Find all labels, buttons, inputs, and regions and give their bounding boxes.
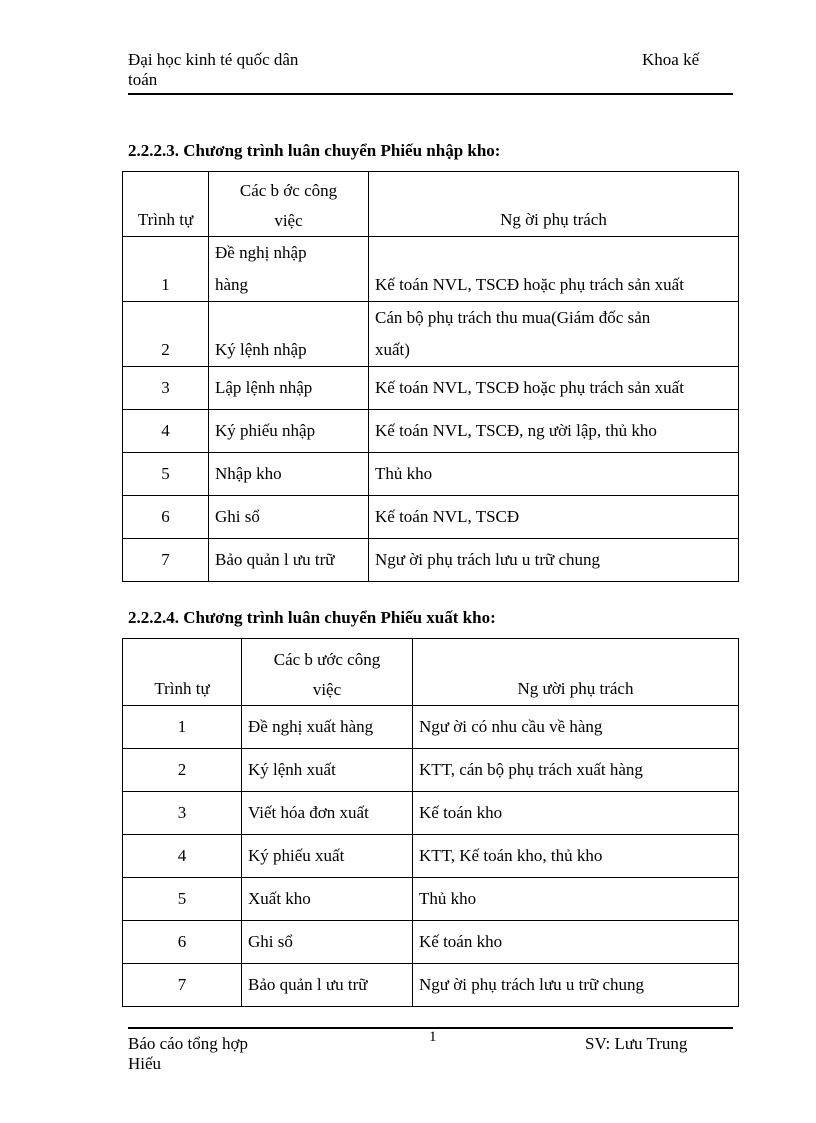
table-row: 1 Đề nghị xuất hàng Ngư ời có nhu cầu về hàng [123,706,739,749]
table-row: 3 Lập lệnh nhập Kế toán NVL, TSCĐ hoặc phụ trách sản xuất [123,367,739,410]
table-header-row [123,172,739,237]
table-row: 6 Ghi sổ Kế toán NVL, TSCĐ [123,496,739,539]
table-row: 5 Xuất kho Thủ kho [123,878,739,921]
footer-student: SV: Lưu Trung [585,1034,688,1053]
col-step-header: Trình tự [123,639,242,706]
page-number: 1 [429,1029,437,1045]
table-row: 7 Bảo quản l ưu trữ Ngư ời phụ trách lưu u trữ chung [123,539,739,582]
header-right: Khoa kế [642,50,700,69]
section2-title: 2.2.2.4. Chương trình luân chuyển Phiếu xuất kho: [128,608,496,627]
table-row: 1 Đề nghị nhập hàng Kế toán NVL, TSCĐ hoặc phụ trách sản xuất [123,237,739,302]
footer-student-name-continued: Hiếu [128,1054,162,1073]
section1-title: 2.2.2.3. Chương trình luân chuyển Phiếu nhập kho: [128,141,501,160]
table-row: 3 Viết hóa đơn xuất Kế toán kho [123,792,739,835]
header-rule [128,93,733,95]
header-left [128,50,298,90]
table-row: 4 Ký phiếu nhập Kế toán NVL, TSCĐ, ng ười lập, thủ kho [123,410,739,453]
col-work-header: Các b ước công việc [242,639,413,706]
table-row: 6 Ghi sổ Kế toán kho [123,921,739,964]
header-department-continued: toán [128,70,158,89]
issue-flow-table [122,638,739,1007]
col-step-header: Trình tự [123,172,209,237]
table-header-row [123,639,739,706]
table-row: 2 Ký lệnh xuất KTT, cán bộ phụ trách xuất hàng [123,749,739,792]
table-row: 5 Nhập kho Thủ kho [123,453,739,496]
col-person-header: Ng ời phụ trách [369,172,739,237]
table-row: 4 Ký phiếu xuất KTT, Kế toán kho, thủ kho [123,835,739,878]
header-university: Đại học kinh té quốc dân [128,50,299,69]
table-row: 7 Bảo quản l ưu trữ Ngư ời phụ trách lưu u trữ chung [123,964,739,1007]
table-row: 2 Ký lệnh nhập Cán bộ phụ trách thu mua(Giám đốc sản xuất) [123,302,739,367]
col-work-header: Các b ớc công việc [209,172,369,237]
footer-left [128,1034,248,1074]
footer-report-label: Báo cáo tổng hợp [128,1034,248,1053]
col-person-header: Ng ười phụ trách [413,639,739,706]
receipt-flow-table [122,171,739,582]
